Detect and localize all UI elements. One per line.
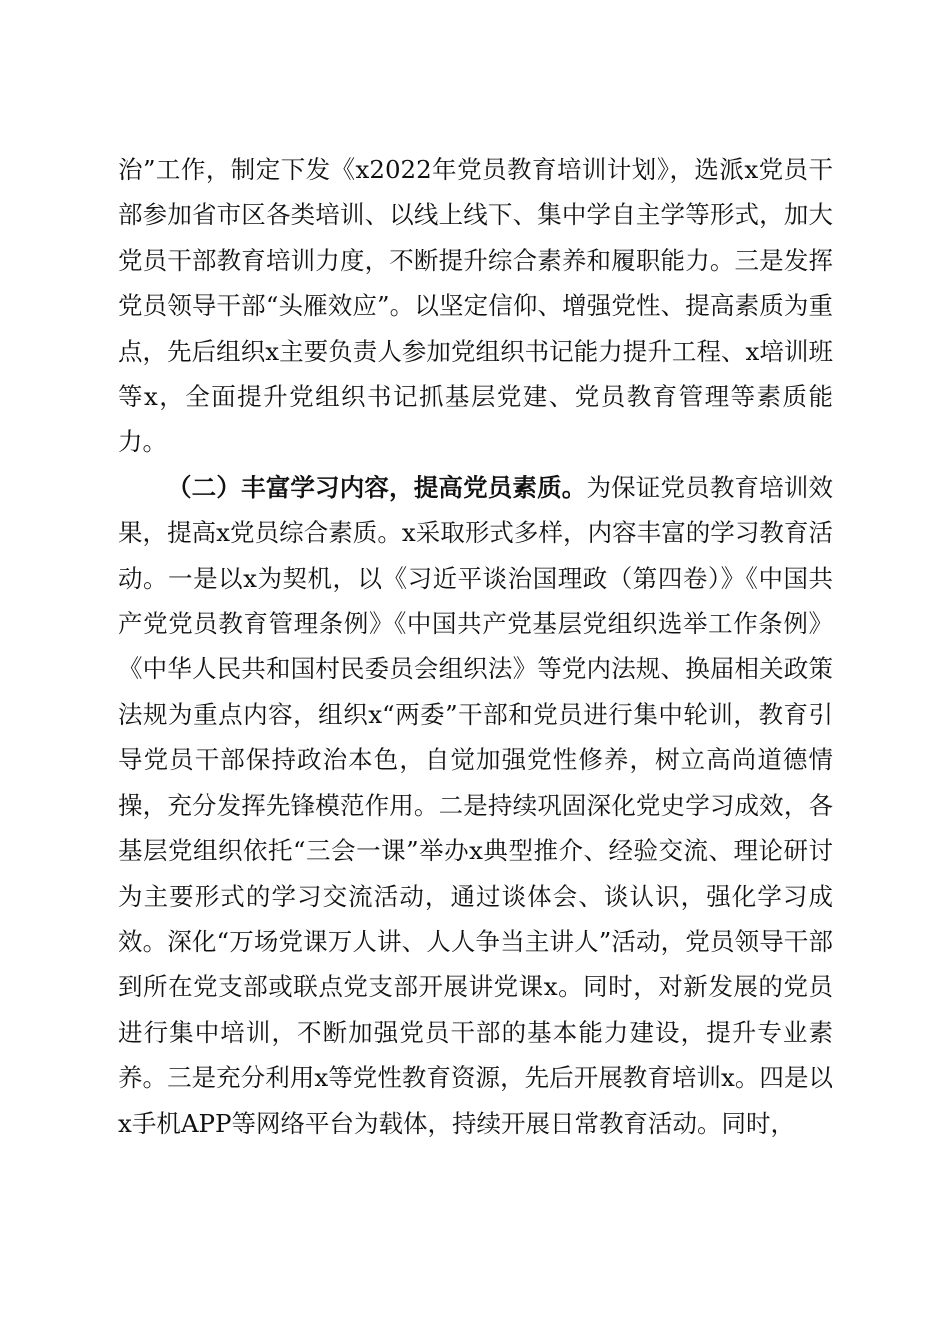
paragraph-section-two xyxy=(118,465,833,1146)
paragraph-text: 治”工作，制定下发《x2022年党员教育培训计划》，选派x党员干部参加省市区各类培训、以线上线下、集中学自主学等形式，加大党员干部教育培训力度，不断提升综合素养和履职能力。三是发挥党员领导干部“头雁效应”。以坚定信仰、增强党性、提高素质为重点，先后组织x主要负责人参加党组织书记能力提升工程、x培训班等x，全面提升党组织书记抓基层党建、党员教育管理等素质能力。 xyxy=(118,155,833,457)
document-page xyxy=(118,147,833,1146)
paragraph-text: 为保证党员教育培训效果，提高x党员综合素质。x采取形式多样，内容丰富的学习教育活动。一是以x为契机，以《习近平谈治国理政（第四卷）》《中国共产党党员教育管理条例》《中国共产党基层党组织选举工作条例》《中华人民共和国村民委员会组织法》等党内法规、换届相关政策法规为重点内容，组织x“两委”干部和党员进行集中轮训，教育引导党员干部保持政治本色，自觉加强党性修养，树立高尚道德情操，充分发挥先锋模范作用。二是持续巩固深化党史学习成效，各基层党组织依托“三会一课”举办x典型推介、经验交流、理论研讨为主要形式的学习交流活动，通过谈体会、谈认识，强化学习成效。深化“万场党课万人讲、人人争当主讲人”活动，党员领导干部到所在党支部或联点党支部开展讲党课x。同时，对新发展的党员进行集中培训，不断加强党员干部的基本能力建设，提升专业素养。三是充分利用x等党性教育资源，先后开展教育培训x。四是以x手机APP等网络平台为载体，持续开展日常教育活动。同时， xyxy=(118,472,834,1138)
paragraph-continuation xyxy=(118,147,833,465)
section-heading: （二）丰富学习内容，提高党员素质。 xyxy=(167,472,587,502)
